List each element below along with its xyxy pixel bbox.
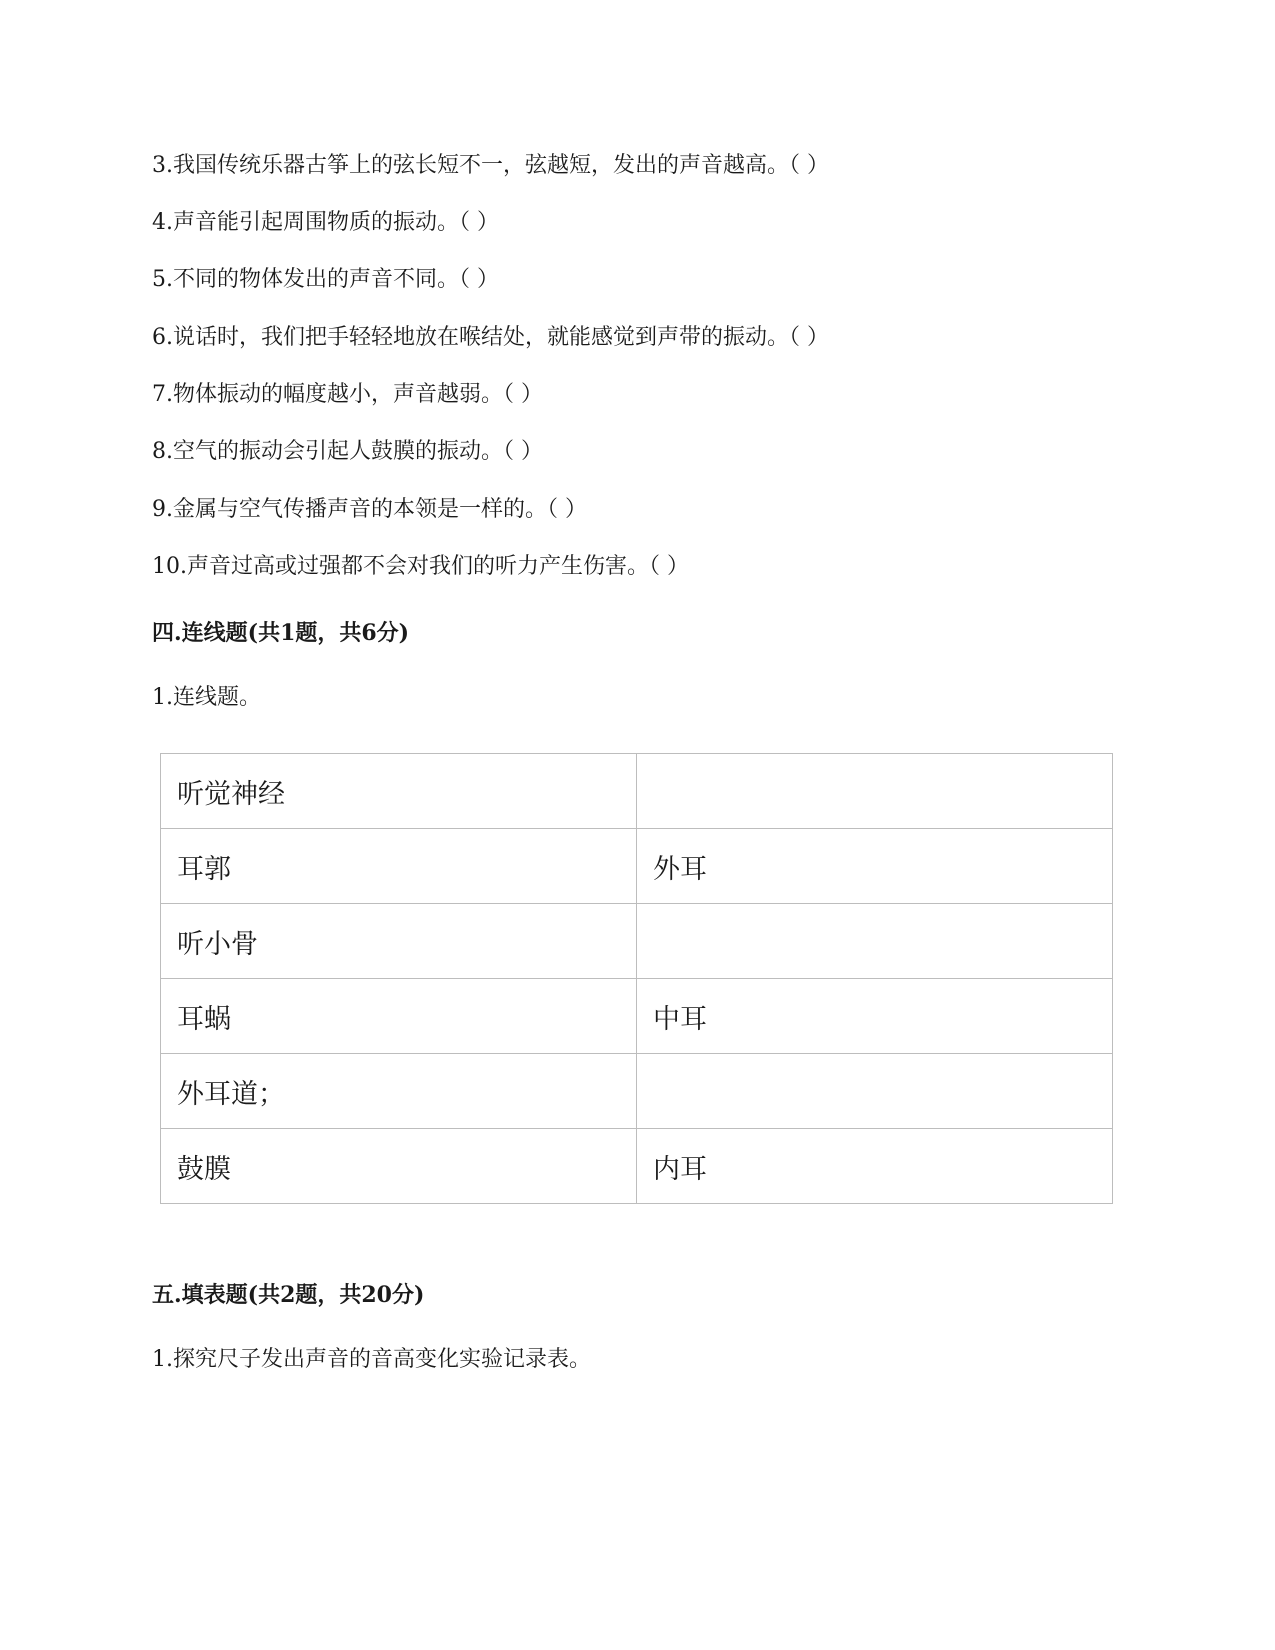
table-cell-right [637,904,1113,979]
table-cell-right: 中耳 [637,979,1113,1054]
judge-question-6: 6.说话时，我们把手轻轻地放在喉结处，就能感觉到声带的振动。（ ） [152,325,829,350]
section-4-heading: 四.连线题(共1题，共6分) [152,620,410,646]
judge-question-8: 8.空气的振动会引起人鼓膜的振动。（ ） [152,439,543,464]
table-cell-right: 外耳 [637,829,1113,904]
table-row [161,829,1113,904]
section-5-heading: 五.填表题(共2题，共20分) [152,1282,425,1308]
section-4-question-1: 1.连线题。 [152,685,261,710]
judge-question-10: 10.声音过高或过强都不会对我们的听力产生伤害。（ ） [152,554,689,579]
judge-question-4: 4.声音能引起周围物质的振动。（ ） [152,210,499,235]
table-row [161,754,1113,829]
judge-question-5: 5.不同的物体发出的声音不同。（ ） [152,267,499,292]
table-row [161,904,1113,979]
table-cell-left: 听觉神经 [161,754,637,829]
judge-question-9: 9.金属与空气传播声音的本领是一样的。（ ） [152,497,587,522]
table-row [161,1129,1113,1204]
table-cell-right: 内耳 [637,1129,1113,1204]
table-cell-left: 耳郭 [161,829,637,904]
table-row [161,979,1113,1054]
matching-table [160,753,1113,1204]
judge-question-7: 7.物体振动的幅度越小，声音越弱。（ ） [152,382,543,407]
table-cell-left: 耳蜗 [161,979,637,1054]
table-cell-right [637,1054,1113,1129]
judge-question-3: 3.我国传统乐器古筝上的弦长短不一，弦越短，发出的声音越高。（ ） [152,153,829,178]
table-cell-left: 听小骨 [161,904,637,979]
section-5-question-1: 1.探究尺子发出声音的音高变化实验记录表。 [152,1347,591,1372]
table-cell-right [637,754,1113,829]
table-row [161,1054,1113,1129]
table-cell-left: 鼓膜 [161,1129,637,1204]
table-cell-left: 外耳道； [161,1054,637,1129]
